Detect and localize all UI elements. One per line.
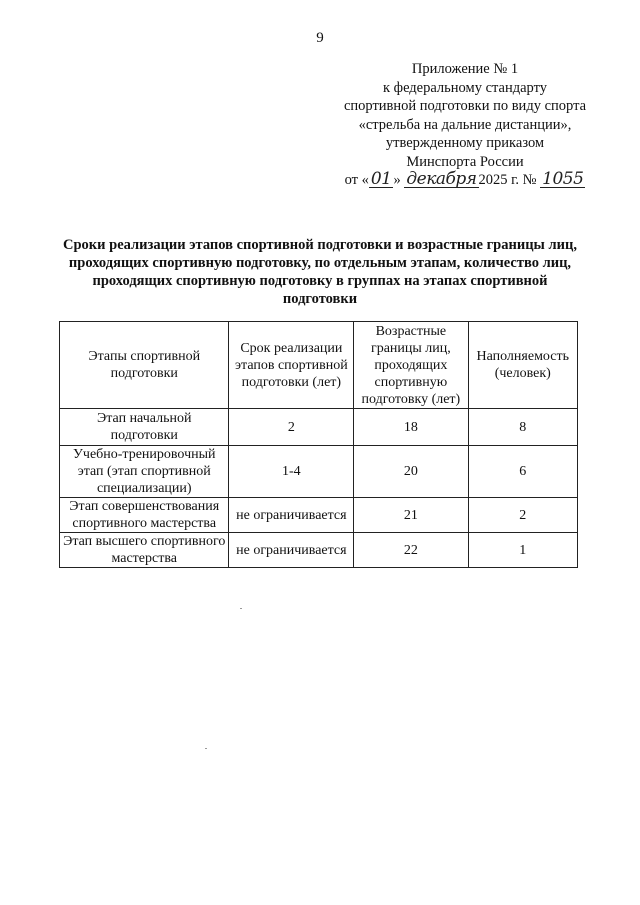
cell-stage: Учебно-тренировочный этап (этап спортивной специализации) [60,446,229,498]
order-year: 2025 г. № [478,172,537,188]
table-row [60,533,578,568]
cell-age: 21 [354,498,468,533]
order-number: 1055 [542,169,584,189]
header-duration: Срок реализации этапов спортивной подготовки (лет) [229,322,354,409]
order-prefix: от « [344,172,369,188]
order-month: декабря [406,169,477,189]
cell-duration: не ограничивается [229,533,354,568]
cell-age: 18 [354,409,468,446]
header-stage: Этапы спортивной подготовки [60,322,229,409]
cell-stage: Этап совершенствования спортивного мастерства [60,498,229,533]
cell-group-size: 1 [468,533,578,568]
cell-group-size: 2 [468,498,578,533]
appendix-line: Минспорта России [406,153,524,170]
order-day: 01 [370,169,392,189]
table-row [60,498,578,533]
cell-age: 22 [354,533,468,568]
order-mid: » [393,172,401,188]
appendix-line: спортивной подготовки по виду спорта [343,98,587,114]
stages-table [59,321,578,568]
cell-group-size: 8 [468,409,578,446]
table-row [60,446,578,498]
cell-stage: Этап начальной подготовки [60,409,229,446]
cell-duration: 2 [229,409,354,446]
appendix-line: «стрельба на дальние дистанции», [358,116,572,133]
page-number: 9 [316,30,324,46]
cell-duration: 1-4 [229,446,354,498]
header-group-size: Наполняемость (человек) [468,322,578,409]
order-line [300,171,630,190]
appendix-line: утвержденному приказом [385,135,545,151]
header-age-limits: Возрастные границы лиц, проходящих спортивную подготовку (лет) [354,322,468,409]
cell-age: 20 [354,446,468,498]
appendix-line: к федеральному стандарту [383,79,547,96]
appendix-block [300,60,630,190]
scan-speck [240,608,242,609]
cell-stage: Этап высшего спортивного мастерства [60,533,229,568]
table-row [60,409,578,446]
scan-speck [205,748,207,749]
document-title: Сроки реализации этапов спортивной подготовки и возрастные границы лиц, проходящих спортивную подготовку, по отдельным этапам, количество лиц, проходящих спортивную подготовку в группах на этапах спортивной подготовки [63,237,577,307]
appendix-line: Приложение № 1 [411,61,519,77]
cell-group-size: 6 [468,446,578,498]
table-header-row [60,322,578,409]
cell-duration: не ограничивается [229,498,354,533]
